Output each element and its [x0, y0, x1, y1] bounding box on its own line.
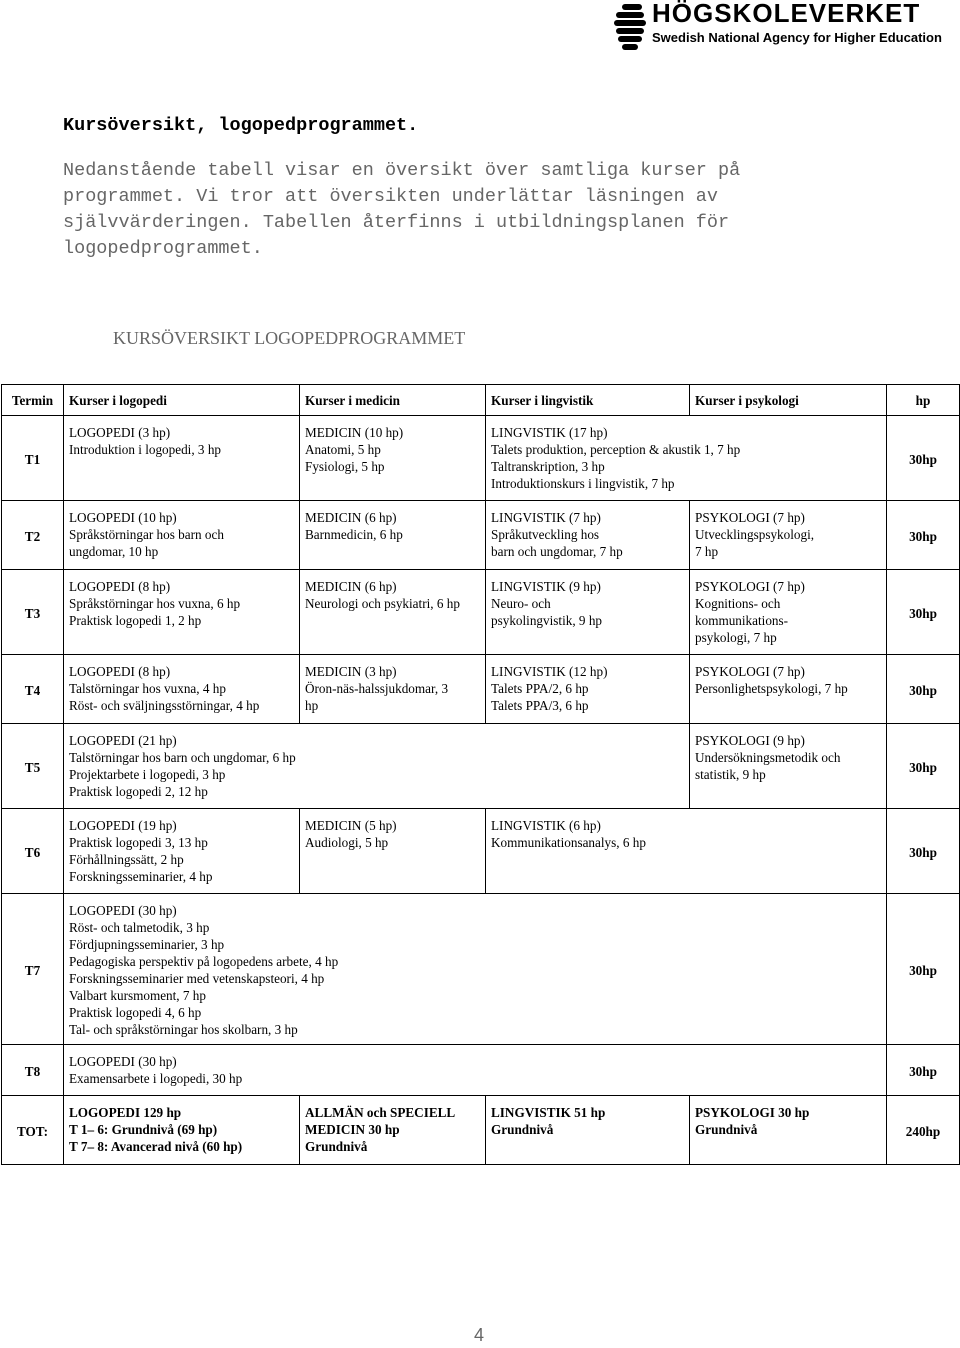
header-term: Termin	[2, 385, 64, 416]
cell-line: hp	[305, 698, 319, 713]
hp-cell: 30hp	[887, 724, 960, 809]
cell-line: PSYKOLOGI (7 hp)	[695, 579, 805, 594]
cell-line: Praktisk logopedi 3, 13 hp	[69, 835, 208, 850]
cell-line: Språkutveckling hos	[491, 527, 600, 542]
table-row	[2, 809, 960, 894]
cell-line: Valbart kursmoment, 7 hp	[69, 988, 206, 1003]
medicin-cell	[300, 501, 486, 570]
lingvistik-cell	[486, 1096, 690, 1165]
cell-line: Språkstörningar hos vuxna, 6 hp	[69, 596, 241, 611]
hp-cell: 30hp	[887, 501, 960, 570]
cell-line: Forskningsseminarier, 4 hp	[69, 869, 213, 884]
medicin-cell	[300, 416, 486, 501]
hp-cell: 30hp	[887, 570, 960, 655]
term-cell: T7	[2, 894, 64, 1045]
cell-line: Introduktionskurs i lingvistik, 7 hp	[491, 476, 675, 491]
cell-line: Personlighetspsykologi, 7 hp	[695, 681, 848, 696]
cell-line: LINGVISTIK 51 hp	[491, 1105, 606, 1120]
cell-line: Öron-näs-halssjukdomar, 3	[305, 681, 449, 696]
lingvistik-cell	[486, 655, 690, 724]
intro-line: logopedprogrammet.	[63, 238, 263, 259]
table-row-total	[2, 1096, 960, 1165]
logopedi-cell	[64, 809, 300, 894]
table-row	[2, 655, 960, 724]
cell-line: MEDICIN (6 hp)	[305, 510, 397, 525]
intro-line: självvärderingen. Tabellen återfinns i utbildningsplanen för	[63, 212, 730, 233]
psykologi-cell	[690, 655, 887, 724]
cell-line: LINGVISTIK (6 hp)	[491, 818, 601, 833]
cell-line: PSYKOLOGI 30 hp	[695, 1105, 810, 1120]
cell-line: T 7– 8: Avancerad nivå (60 hp)	[69, 1139, 243, 1154]
page-number: 4	[474, 1325, 485, 1345]
cell-line: ALLMÄN och SPECIELL	[305, 1105, 456, 1120]
cell-line: Talets PPA/3, 6 hp	[491, 698, 589, 713]
intro-paragraph	[63, 158, 843, 262]
cell-line: Tal- och språkstörningar hos skolbarn, 3 hp	[69, 1022, 298, 1037]
cell-line: PSYKOLOGI (9 hp)	[695, 733, 805, 748]
page-heading: Kursöversikt, logopedprogrammet.	[63, 115, 419, 136]
cell-line: Forskningsseminarier med vetenskapsteori, 4 hp	[69, 971, 325, 986]
cell-line: Röst- och sväljningsstörningar, 4 hp	[69, 698, 260, 713]
term-cell: T8	[2, 1045, 64, 1096]
cell-line: Praktisk logopedi 4, 6 hp	[69, 1005, 202, 1020]
header-psykologi: Kurser i psykologi	[690, 385, 887, 416]
cell-line: Talets PPA/2, 6 hp	[491, 681, 589, 696]
logopedi-cell	[64, 570, 300, 655]
cell-line: LOGOPEDI (10 hp)	[69, 510, 177, 525]
table-row	[2, 416, 960, 501]
psykologi-cell	[690, 501, 887, 570]
cell-line: LOGOPEDI 129 hp	[69, 1105, 182, 1120]
logopedi-cell	[64, 1045, 887, 1096]
hogskoleverket-logo	[612, 0, 942, 54]
table-row	[2, 1045, 960, 1096]
term-cell: TOT:	[2, 1096, 64, 1165]
cell-line: Utvecklingspsykologi,	[695, 527, 815, 542]
hp-cell: 30hp	[887, 1045, 960, 1096]
table-row	[2, 724, 960, 809]
cell-line: Grundnivå	[695, 1122, 758, 1137]
cell-line: Kommunikationsanalys, 6 hp	[491, 835, 646, 850]
term-cell: T4	[2, 655, 64, 724]
cell-line: Talstörningar hos barn och ungdomar, 6 hp	[69, 750, 296, 765]
cell-line: Praktisk logopedi 1, 2 hp	[69, 613, 202, 628]
lingvistik-cell	[486, 501, 690, 570]
cell-line: barn och ungdomar, 7 hp	[491, 544, 623, 559]
intro-line: Nedanstående tabell visar en översikt över samtliga kurser på	[63, 160, 741, 181]
table-row	[2, 570, 960, 655]
hp-cell: 30hp	[887, 809, 960, 894]
cell-line: psykologi, 7 hp	[695, 630, 777, 645]
cell-line: LOGOPEDI (8 hp)	[69, 664, 171, 679]
logopedi-cell	[64, 1096, 300, 1165]
psykologi-cell	[690, 1096, 887, 1165]
term-cell: T2	[2, 501, 64, 570]
cell-line: Barnmedicin, 6 hp	[305, 527, 403, 542]
table-row	[2, 501, 960, 570]
cell-line: PSYKOLOGI (7 hp)	[695, 664, 805, 679]
cell-line: Introduktion i logopedi, 3 hp	[69, 442, 222, 457]
hp-cell: 30hp	[887, 655, 960, 724]
cell-line: Grundnivå	[491, 1122, 554, 1137]
header-medicin: Kurser i medicin	[300, 385, 486, 416]
cell-line: Anatomi, 5 hp	[305, 442, 381, 457]
cell-line: LINGVISTIK (9 hp)	[491, 579, 601, 594]
psykologi-cell	[690, 570, 887, 655]
cell-line: Projektarbete i logopedi, 3 hp	[69, 767, 226, 782]
cell-line: MEDICIN (10 hp)	[305, 425, 404, 440]
cell-line: Undersökningsmetodik och	[695, 750, 841, 765]
cell-line: Audiologi, 5 hp	[305, 835, 389, 850]
medicin-cell	[300, 655, 486, 724]
logopedi-cell	[64, 416, 300, 501]
logopedi-cell	[64, 894, 887, 1045]
cell-line: Examensarbete i logopedi, 30 hp	[69, 1071, 243, 1086]
cell-line: LOGOPEDI (21 hp)	[69, 733, 177, 748]
header-lingvistik: Kurser i lingvistik	[486, 385, 690, 416]
hp-cell: 240hp	[887, 1096, 960, 1165]
logopedi-cell	[64, 501, 300, 570]
logopedi-cell	[64, 724, 690, 809]
medicin-cell	[300, 1096, 486, 1165]
cell-line: Grundnivå	[305, 1139, 368, 1154]
header-logopedi: Kurser i logopedi	[64, 385, 300, 416]
intro-line: programmet. Vi tror att översikten underlättar läsningen av	[63, 186, 719, 207]
cell-line: LOGOPEDI (30 hp)	[69, 903, 177, 918]
term-cell: T3	[2, 570, 64, 655]
logo-subtitle: Swedish National Agency for Higher Education	[652, 30, 942, 45]
logopedi-cell	[64, 655, 300, 724]
logo-mark-icon	[612, 2, 648, 52]
cell-line: Förhållningssätt, 2 hp	[69, 852, 184, 867]
medicin-cell	[300, 570, 486, 655]
cell-line: Praktisk logopedi 2, 12 hp	[69, 784, 208, 799]
cell-line: MEDICIN (6 hp)	[305, 579, 397, 594]
cell-line: LOGOPEDI (3 hp)	[69, 425, 171, 440]
cell-line: kommunikations-	[695, 613, 789, 628]
cell-line: LOGOPEDI (8 hp)	[69, 579, 171, 594]
cell-line: Taltranskription, 3 hp	[491, 459, 605, 474]
term-cell: T1	[2, 416, 64, 501]
cell-line: Språkstörningar hos barn och	[69, 527, 224, 542]
lingvistik-cell	[486, 809, 887, 894]
cell-line: Pedagogiska perspektiv på logopedens arbete, 4 hp	[69, 954, 339, 969]
cell-line: ungdomar, 10 hp	[69, 544, 159, 559]
cell-line: 7 hp	[695, 544, 719, 559]
cell-line: Kognitions- och	[695, 596, 781, 611]
cell-line: LINGVISTIK (7 hp)	[491, 510, 601, 525]
table-header-row	[2, 385, 960, 416]
lingvistik-cell	[486, 416, 887, 501]
term-cell: T6	[2, 809, 64, 894]
table-title: KURSÖVERSIKT LOGOPEDPROGRAMMET	[113, 328, 466, 348]
cell-line: MEDICIN (5 hp)	[305, 818, 397, 833]
cell-line: Talstörningar hos vuxna, 4 hp	[69, 681, 226, 696]
cell-line: psykolingvistik, 9 hp	[491, 613, 603, 628]
cell-line: LINGVISTIK (12 hp)	[491, 664, 608, 679]
cell-line: LOGOPEDI (19 hp)	[69, 818, 177, 833]
hp-cell: 30hp	[887, 894, 960, 1045]
cell-line: Neuro- och	[491, 596, 551, 611]
hp-cell: 30hp	[887, 416, 960, 501]
cell-line: LOGOPEDI (30 hp)	[69, 1054, 177, 1069]
term-cell: T5	[2, 724, 64, 809]
cell-line: Neurologi och psykiatri, 6 hp	[305, 596, 460, 611]
cell-line: Fysiologi, 5 hp	[305, 459, 385, 474]
cell-line: LINGVISTIK (17 hp)	[491, 425, 608, 440]
medicin-cell	[300, 809, 486, 894]
cell-line: T 1– 6: Grundnivå (69 hp)	[69, 1122, 218, 1137]
logo-name: HÖGSKOLEVERKET	[652, 0, 921, 28]
table-row	[2, 894, 960, 1045]
cell-line: PSYKOLOGI (7 hp)	[695, 510, 805, 525]
psykologi-cell	[690, 724, 887, 809]
cell-line: statistik, 9 hp	[695, 767, 766, 782]
lingvistik-cell	[486, 570, 690, 655]
course-table	[1, 384, 960, 1165]
cell-line: Talets produktion, perception & akustik 1, 7 hp	[491, 442, 741, 457]
cell-line: Röst- och talmetodik, 3 hp	[69, 920, 210, 935]
cell-line: MEDICIN (3 hp)	[305, 664, 397, 679]
header-hp: hp	[887, 385, 960, 416]
cell-line: Fördjupningsseminarier, 3 hp	[69, 937, 225, 952]
cell-line: MEDICIN 30 hp	[305, 1122, 400, 1137]
